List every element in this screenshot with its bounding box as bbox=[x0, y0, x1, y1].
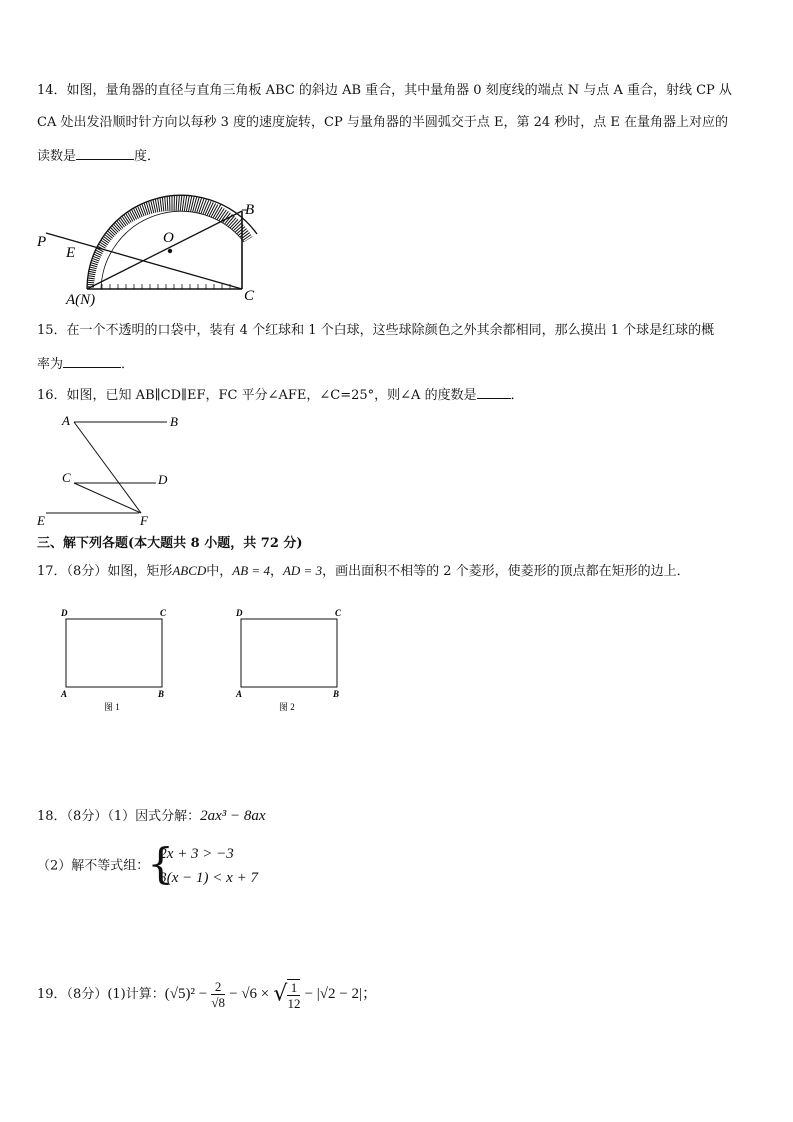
protractor-tick bbox=[93, 235, 108, 245]
q15-line-2-post: ． bbox=[121, 357, 135, 372]
q17-fig2-label-d: D bbox=[236, 608, 243, 618]
q18-row-2: 3(x − 1) < x + 7 bbox=[159, 870, 258, 886]
q14-label-e: E bbox=[66, 245, 76, 261]
q19-sqrt-sign: √ bbox=[273, 981, 288, 1007]
section-3-heading: 三、解下列各题(本大题共 8 小题，共 72 分) bbox=[37, 536, 303, 551]
q14-label-b: B bbox=[245, 202, 255, 218]
protractor-tick bbox=[246, 257, 263, 263]
q17-fig2-label-b: B bbox=[333, 689, 340, 699]
protractor-tick bbox=[231, 227, 245, 239]
q18-part-2 bbox=[37, 839, 258, 892]
q17-text-post: ，画出面积不相等的 2 个菱形，使菱形的顶点都在矩形的边上． bbox=[322, 564, 690, 579]
q17-fig2-caption: 图 2 bbox=[279, 702, 295, 712]
q17-ad: AD = 3 bbox=[282, 563, 323, 578]
q14-label-p: P bbox=[37, 234, 47, 250]
protractor-tick bbox=[233, 229, 247, 240]
protractor-tick bbox=[79, 267, 97, 271]
q16-label-e: E bbox=[37, 513, 45, 528]
protractor-tick bbox=[180, 194, 182, 212]
q15-line-2 bbox=[37, 355, 134, 373]
q18-brace: { bbox=[147, 839, 175, 888]
q18-part-1-pre: 18．（8分）（1）因式分解： bbox=[37, 809, 201, 824]
q16-parallel-lines-figure bbox=[34, 410, 194, 532]
q16-line-1 bbox=[37, 386, 524, 404]
protractor-tick bbox=[101, 218, 117, 234]
q19-line bbox=[37, 976, 377, 1013]
protractor-tick bbox=[244, 252, 261, 259]
q16-label-f: F bbox=[140, 513, 148, 528]
q17-text-pre: 17．（8分）如图，矩形 bbox=[37, 564, 173, 579]
q19-part: (1)计算： bbox=[107, 987, 165, 1002]
q16-label-d: D bbox=[158, 472, 168, 487]
protractor-tick bbox=[247, 263, 268, 269]
q17-rect-name: ABCD bbox=[172, 563, 207, 578]
protractor-tick bbox=[76, 284, 94, 285]
protractor-tick bbox=[91, 237, 106, 247]
q19-term-2: − √6 × bbox=[229, 986, 270, 1002]
q18-part-1 bbox=[37, 808, 266, 825]
q17-figure-2 bbox=[233, 604, 353, 714]
protractor-tick bbox=[247, 262, 264, 267]
q17-fig1-label-d: D bbox=[61, 608, 68, 618]
q18-part-2-pre: （2）解不等式组： bbox=[37, 858, 150, 874]
q19-frac-2-num: 1 bbox=[287, 980, 300, 996]
q16-label-c: C bbox=[62, 470, 71, 485]
q14-label-a: A(N) bbox=[66, 292, 96, 308]
q17-figure-1 bbox=[58, 604, 178, 714]
q16-line-1-pre: 16．如图，已知 AB∥CD∥EF，FC 平分∠AFE，∠C=25°，则∠A 的度数是 bbox=[37, 388, 477, 403]
q16-label-b: B bbox=[170, 414, 178, 429]
q19-term-1: (√5)² − bbox=[164, 986, 208, 1002]
protractor-tick bbox=[76, 281, 94, 282]
q17-fig1-label-a: A bbox=[61, 689, 68, 699]
protractor-tick bbox=[246, 259, 263, 265]
q17-fig1-label-c: C bbox=[160, 608, 167, 618]
protractor-tick bbox=[178, 193, 179, 211]
protractor-tick bbox=[241, 243, 257, 252]
protractor-tick bbox=[243, 250, 259, 257]
q19-frac-1-den: √8 bbox=[211, 995, 225, 1010]
protractor-tick bbox=[245, 255, 262, 261]
protractor-tick bbox=[250, 281, 268, 282]
q14-line-3-post: 度． bbox=[134, 149, 161, 164]
protractor-tick bbox=[77, 279, 95, 281]
q17-fig1-label-b: B bbox=[158, 689, 165, 699]
q16-label-a: A bbox=[62, 413, 70, 428]
protractor-tick bbox=[229, 223, 242, 235]
q19-term-3: − |√2 − 2|； bbox=[304, 986, 377, 1002]
q15-line-1: 15．在一个不透明的口袋中，装有 4 个红球和 1 个白球，这些球除颜色之外其余都相同，那么摸出 1 个球是红球的概 bbox=[37, 323, 715, 338]
q17-fig2-label-c: C bbox=[335, 608, 342, 618]
q17-text-mid: 中， bbox=[206, 564, 233, 579]
protractor-tick bbox=[250, 284, 268, 285]
protractor-tick bbox=[249, 276, 267, 278]
protractor-tick bbox=[248, 269, 266, 273]
q14-answer-blank[interactable] bbox=[76, 147, 134, 160]
protractor-tick bbox=[162, 194, 164, 212]
protractor-tick bbox=[250, 279, 268, 281]
q14-line-3 bbox=[37, 147, 160, 165]
protractor-tick bbox=[227, 218, 243, 234]
q17-ab: AB = 4 bbox=[232, 563, 270, 578]
protractor-tick bbox=[237, 237, 252, 247]
q14-line-2: CA 处出发沿顺时针方向以每秒 3 度的速度旋转，CP 与量角器的半圆弧交于点 E，第 24 秒时，点 E 在量角器上对应的 bbox=[37, 115, 729, 130]
q14-line-1: 14．如图，量角器的直径与直角三角板 ABC 的斜边 AB 重合，其中量角器 0 刻度线的端点 N 与点 A 重合，射线 CP 从 bbox=[37, 83, 732, 98]
protractor-tick bbox=[241, 245, 257, 253]
q19-frac-1-num: 2 bbox=[211, 979, 225, 995]
q19-fraction-1 bbox=[211, 979, 225, 1010]
protractor-tick bbox=[150, 196, 154, 214]
q19-frac-2-den: 12 bbox=[287, 995, 301, 1011]
q19-fraction-2 bbox=[287, 979, 300, 1011]
q16-line-1-post: ． bbox=[510, 388, 524, 403]
q14-label-o: O bbox=[163, 230, 174, 246]
q16-answer-blank[interactable] bbox=[477, 386, 511, 399]
q14-line-3-pre: 读数是 bbox=[37, 149, 77, 164]
protractor-tick bbox=[234, 231, 248, 242]
q17-comma: ， bbox=[269, 564, 283, 579]
protractor-tick bbox=[242, 248, 258, 256]
q18-part-1-expr: 2ax³ − 8ax bbox=[200, 808, 266, 824]
q19-pre: 19．（8分） bbox=[37, 987, 108, 1002]
q15-answer-blank[interactable] bbox=[63, 355, 121, 368]
q18-inequality-system bbox=[147, 839, 258, 890]
protractor-tick bbox=[249, 272, 267, 275]
q17-text bbox=[37, 563, 690, 580]
q17-fig2-label-a: A bbox=[236, 689, 243, 699]
protractor-tick bbox=[248, 267, 266, 271]
q18-row-1: 2x + 3 > −3 bbox=[159, 846, 234, 862]
q15-line-2-pre: 率为 bbox=[37, 357, 64, 372]
protractor-tick bbox=[249, 274, 267, 277]
q14-label-c: C bbox=[244, 288, 255, 304]
q14-protractor-figure bbox=[30, 168, 270, 310]
q17-fig1-caption: 图 1 bbox=[104, 702, 120, 712]
